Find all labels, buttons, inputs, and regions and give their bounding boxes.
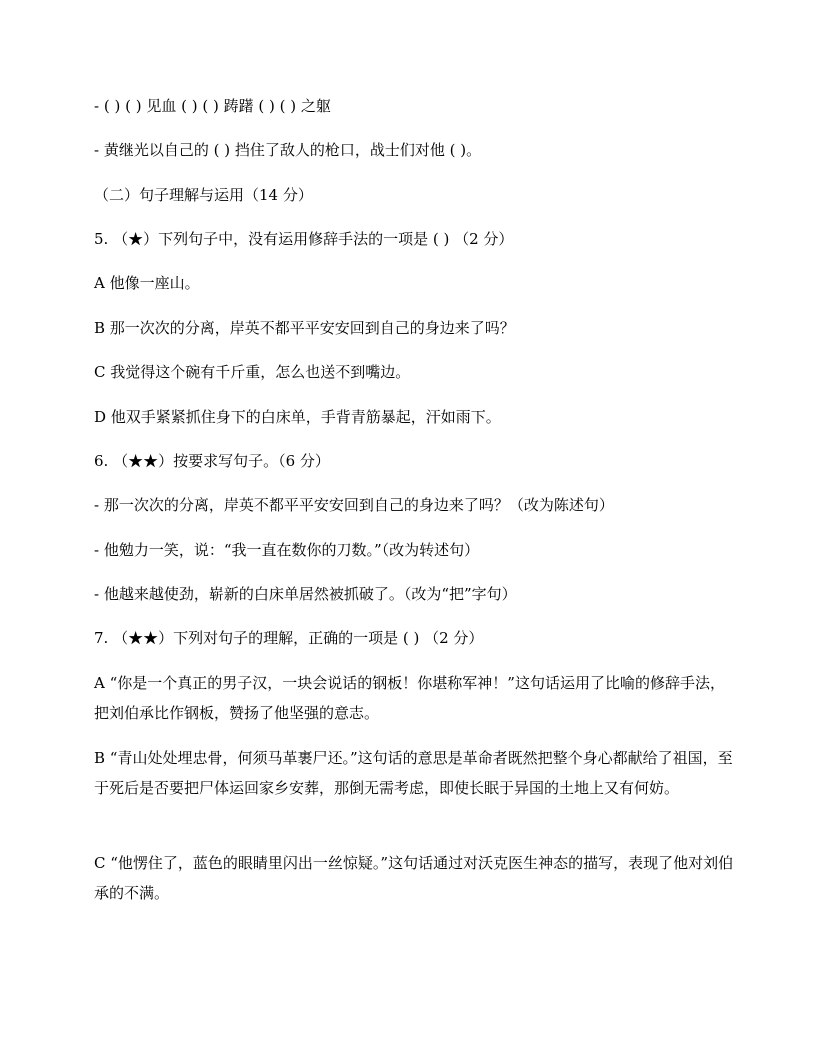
question-5-option-b: B 那一次次的分离，岸英不都平平安安回到自己的身边来了吗？	[94, 319, 515, 337]
question-6-item-3: - 他越来越使劲，崭新的白床单居然被抓破了。（改为“把”字句）	[94, 585, 517, 603]
question-7-option-c: C “他愣住了，蓝色的眼睛里闪出一丝惊疑。”这句话通过对沃克医生神态的描写，表现了他对刘伯承的不满。	[94, 854, 734, 902]
question-7-prompt: 7. （★★）下列对句子的理解，正确的一项是 ( ) （2 分）	[94, 629, 484, 647]
fill-blank-huangjiguang-line: - 黄继光以自己的 ( ) 挡住了敌人的枪口，战士们对他 ( )。	[94, 141, 482, 159]
question-5-option-d: D 他双手紧紧抓住身下的白床单，手背青筋暴起，汗如雨下。	[94, 408, 501, 426]
section-heading-sentence-use: （二）句子理解与运用（14 分）	[94, 186, 313, 204]
question-7-option-b: B “青山处处埋忠骨，何须马革裹尸还。”这句话的意思是革命者既然把整个身心都献给了祖国，至于死后是否要把尸体运回家乡安葬，那倒无需考虑，即使长眠于异国的土地上又有何妨。	[94, 749, 733, 797]
question-6-item-1: - 那一次次的分离，岸英不都平平安安回到自己的身边来了吗？（改为陈述句）	[94, 496, 614, 514]
question-7-option-a: A “你是一个真正的男子汉，一块会说话的钢板！你堪称军神！”这句话运用了比喻的修辞手法，把刘伯承比作钢板，赞扬了他坚强的意志。	[94, 674, 725, 722]
question-5-option-a: A 他像一座山。	[94, 274, 200, 292]
question-6-item-2: - 他勉力一笑，说：“我一直在数你的刀数。”（改为转述句）	[94, 541, 480, 559]
question-5-prompt: 5. （★）下列句子中，没有运用修辞手法的一项是 ( ) （2 分）	[94, 230, 514, 248]
question-5-option-c: C 我觉得这个碗有千斤重，怎么也送不到嘴边。	[94, 363, 411, 381]
question-6-prompt: 6. （★★）按要求写句子。（6 分）	[94, 452, 330, 470]
fill-blank-idioms-line: - ( ) ( ) 见血 ( ) ( ) 踌躇 ( ) ( ) 之躯	[94, 97, 331, 115]
